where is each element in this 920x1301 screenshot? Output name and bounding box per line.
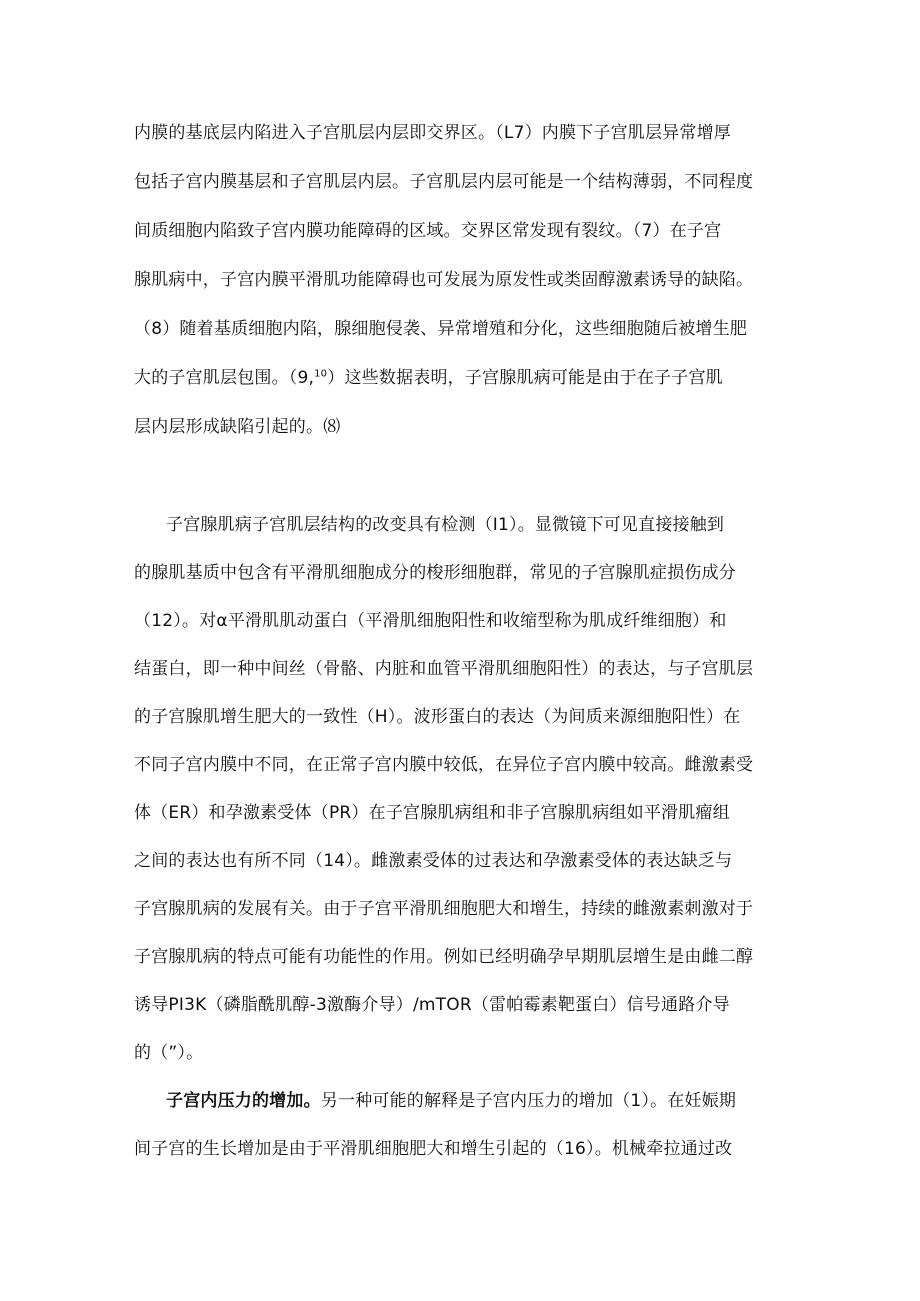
text-line: 子宫腺肌病子宫肌层结构的改变具有检测（I1）。显微镜下可见直接接触到 [166, 515, 725, 535]
text-fragment: 大的子宫肌层包围。（9, [134, 368, 315, 388]
text-fragment: ）这些数据表明，子宫腺肌病可能是由于在子子宫肌 [327, 368, 723, 388]
text-line [166, 1086, 816, 1116]
text-line: 间质细胞内陷致子宫内膜功能障碍的区域。交界区常发现有裂纹。（7）在子宫 [134, 221, 722, 241]
text-line: 的腺肌基质中包含有平滑肌细胞成分的梭形细胞群，常见的子宫腺肌症损伤成分 [134, 563, 736, 583]
text-line: 包括子宫内膜基层和子宫肌层内层。子宫肌层内层可能是一个结构薄弱，不同程度 [134, 172, 754, 192]
text-line: 子宫腺肌病的特点可能有功能性的作用。例如已经明确孕早期肌层增生是由雌二醇 [134, 947, 754, 967]
text-line: 间子宫的生长增加是由于平滑肌细胞肥大和增生引起的（16）。机械牵拉通过改 [134, 1139, 733, 1159]
citation-superscript: 10 [314, 368, 328, 380]
text-line: 的（”）。 [134, 1043, 204, 1063]
text-line [134, 363, 814, 393]
text-fragment: 另一种可能的解释是子宫内压力的增加（1）。在妊娠期 [320, 1091, 737, 1111]
text-line: （12）。对α平滑肌肌动蛋白（平滑肌细胞阳性和收缩型称为肌成纤维细胞）和 [134, 611, 727, 631]
text-line: 之间的表达也有所不同（14）。雌激素受体的过表达和孕激素受体的表达缺乏与 [134, 851, 733, 871]
text-line: 不同子宫内膜中不同，在正常子宫内膜中较低，在异位子宫内膜中较高。雌激素受 [134, 755, 754, 775]
text-line: 内膜的基底层内陷进入子宫肌层内层即交界区。（L7）内膜下子宫肌层异常增厚 [134, 123, 731, 143]
text-line: （8）随着基质细胞内陷，腺细胞侵袭、异常增殖和分化，这些细胞随后被增生肥 [134, 319, 748, 339]
text-line: 层内层形成缺陷引起的。⑻ [134, 417, 341, 437]
text-line: 腺肌病中，子宫内膜平滑肌功能障碍也可发展为原发性或类固醇激素诱导的缺陷。 [134, 270, 754, 290]
text-line: 诱导PI3K（磷脂酰肌醇-3激酶介导）/mTOR（雷帕霉素靶蛋白）信号通路介导 [134, 995, 730, 1015]
text-line: 的子宫腺肌增生肥大的一致性（H）。波形蛋白的表达（为间质来源细胞阳性）在 [134, 707, 741, 727]
text-line: 子宫腺肌病的发展有关。由于子宫平滑肌细胞肥大和增生，持续的雌激素刺激对于 [134, 899, 754, 919]
text-line: 结蛋白，即一种中间丝（骨骼、内脏和血管平滑肌细胞阳性）的表达，与子宫肌层 [134, 659, 754, 679]
section-heading: 子宫内压力的增加。 [166, 1091, 321, 1111]
text-line: 体（ER）和孕激素受体（PR）在子宫腺肌病组和非子宫腺肌病组如平滑肌瘤组 [134, 803, 730, 823]
